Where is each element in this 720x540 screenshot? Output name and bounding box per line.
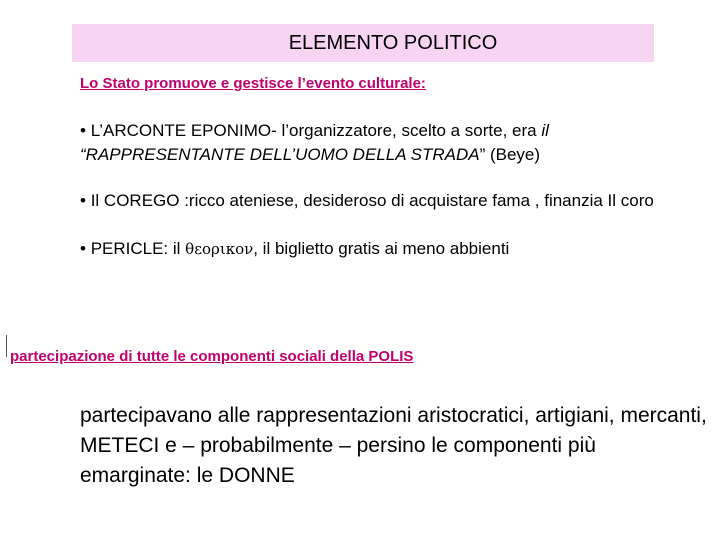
bullet-corego [80,189,700,213]
bullet-marker: • [80,191,91,210]
greek-word: θεορικον [185,240,254,258]
paragraph: partecipavano alle rappresentazioni aristocratici, artigiani, mercanti, METECI e – probabilmente – persino le componenti più emarginate: le DONNE [80,404,707,487]
bullet-pericle-text: PERICLE: il [90,239,186,258]
bullet-arconte-tail: ” (Beye) [479,145,541,164]
vertical-marker [6,335,7,357]
bullet-marker: • [80,121,91,140]
bullet-arconte-text: L’ARCONTE EPONIMO- l’organizzatore, scelto a sorte, era [90,121,542,140]
subtitle: Lo Stato promuove e gestisce l’evento culturale: [80,75,426,92]
bullet-arconte [80,119,680,167]
bullet-marker: • [80,239,91,258]
section-heading: partecipazione di tutte le componenti sociali della POLIS [10,348,414,365]
bullet-corego-text: Il COREGO :ricco ateniese, desideroso di acquistare fama , finanzia Il coro [90,191,654,210]
slide-title: ELEMENTO POLITICO [288,32,498,54]
bullet-pericle [80,237,700,261]
bullet-pericle-text-end: , il biglietto gratis ai meno abbienti [253,239,510,258]
title-box [72,24,654,62]
bullet-arconte-italic: il “RAPPRESENTANTE DELL’UOMO DELLA STRADA [80,121,549,164]
